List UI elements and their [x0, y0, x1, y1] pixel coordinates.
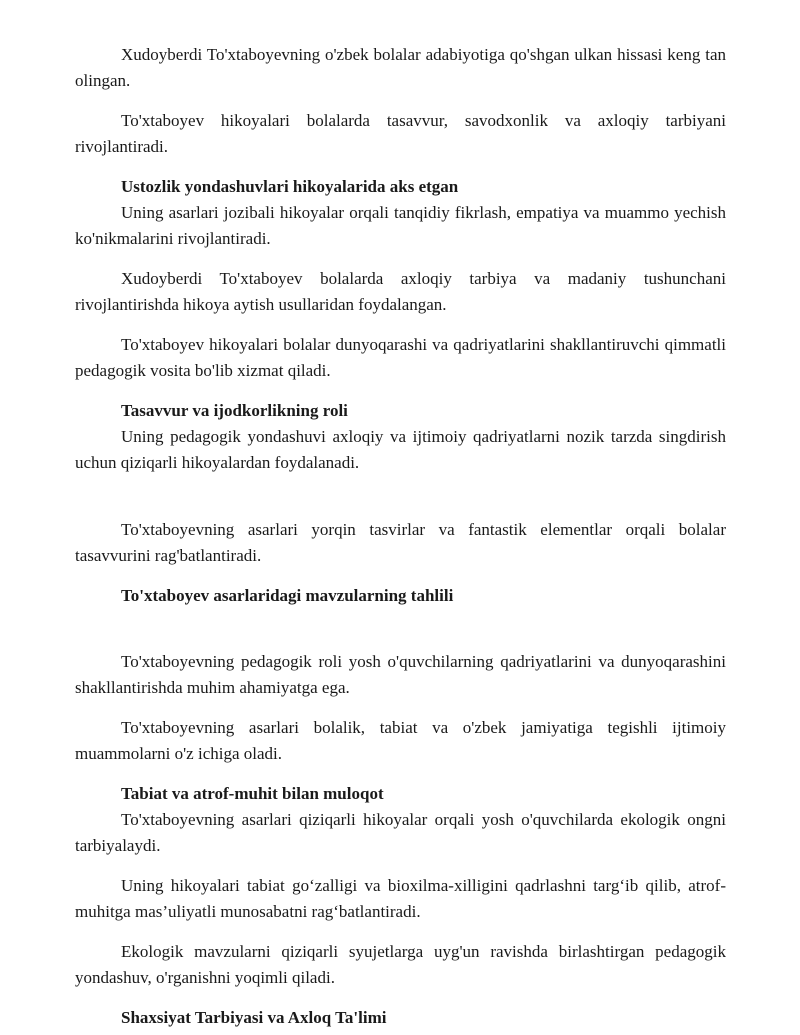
paragraph: Uning pedagogik yondashuvi axloqiy va ijtimoiy qadriyatlarni nozik tarzda singdirish uchun qiziqarli hikoyalardan foydalanadi. — [75, 427, 726, 472]
section-heading: Tasavvur va ijodkorlikning roli — [121, 401, 348, 420]
paragraph: To'xtaboyevning asarlari yorqin tasvirlar va fantastik elementlar orqali bolalar tasavvurini rag'batlantiradi. — [75, 520, 726, 565]
paragraph: Ekologik mavzularni qiziqarli syujetlarga uyg'un ravishda birlashtirgan pedagogik yondashuv, o'rganishni yoqimli qiladi. — [75, 942, 726, 987]
paragraph: To'xtaboyevning asarlari qiziqarli hikoyalar orqali yosh o'quvchilarda ekologik ongni tarbiyalaydi. — [75, 810, 726, 855]
paragraph: Uning asarlari jozibali hikoyalar orqali tanqidiy fikrlash, empatiya va muammo yechish ko'nikmalarini rivojlantiradi. — [75, 203, 726, 248]
paragraph: Xudoyberdi To'xtaboyevning o'zbek bolalar adabiyotiga qo'shgan ulkan hissasi keng tan olingan. — [75, 45, 726, 90]
paragraph: Uning hikoyalari tabiat go‘zalligi va bioxilma-xilligini qadrlashni targ‘ib qilib, atrof-muhitga mas’uliyatli munosabatni rag‘batlantiradi. — [75, 876, 726, 921]
section-heading: To'xtaboyev asarlaridagi mavzularning tahlili — [121, 586, 454, 605]
paragraph: To'xtaboyevning asarlari bolalik, tabiat va o'zbek jamiyatiga tegishli ijtimoiy muammolarni o'z ichiga oladi. — [75, 718, 726, 763]
document-page — [75, 42, 726, 1031]
section-heading: Ustozlik yondashuvlari hikoyalarida aks etgan — [121, 177, 459, 196]
paragraph: Xudoyberdi To'xtaboyev bolalarda axloqiy tarbiya va madaniy tushunchani rivojlantirishda hikoya aytish usullaridan foydalangan. — [75, 269, 726, 314]
paragraph: To'xtaboyevning pedagogik roli yosh o'quvchilarning qadriyatlarini va dunyoqarashini shakllantirishda muhim ahamiyatga ega. — [75, 652, 726, 697]
paragraph: To'xtaboyev hikoyalari bolalar dunyoqarashi va qadriyatlarini shakllantiruvchi qimmatli pedagogik vosita bo'lib xizmat qiladi. — [75, 335, 726, 380]
section-heading: Shaxsiyat Tarbiyasi va Axloq Ta'limi — [121, 1008, 387, 1027]
section-heading: Tabiat va atrof-muhit bilan muloqot — [121, 784, 384, 803]
paragraph: To'xtaboyev hikoyalari bolalarda tasavvur, savodxonlik va axloqiy tarbiyani rivojlantiradi. — [75, 111, 726, 156]
